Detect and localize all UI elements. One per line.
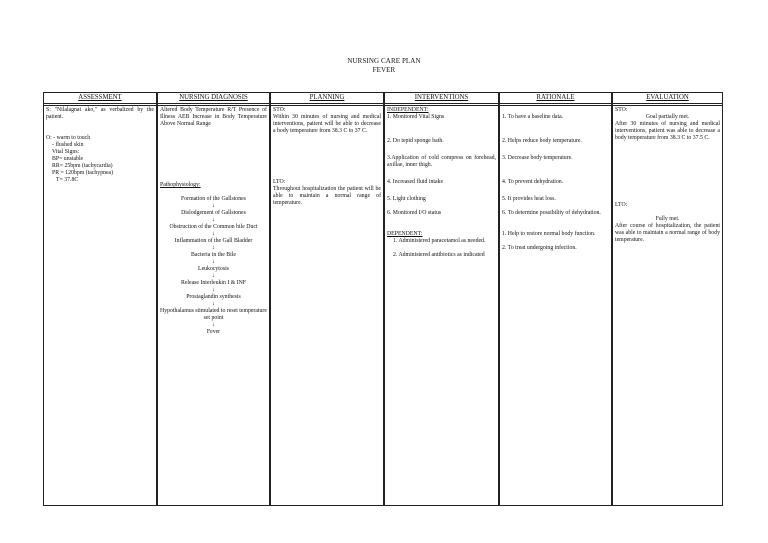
interventions-header: INTERVENTIONS [385, 93, 498, 104]
arrow-down-icon: ↓ [212, 301, 215, 307]
evaluation-header: EVALUATION [613, 93, 722, 104]
evaluation-lto-status: Fully met. [655, 216, 680, 222]
rationale-item: 2. To treat undergoing infection. [502, 245, 577, 251]
pathophysiology-step: Formation of the Gallstones [181, 196, 246, 202]
pathophysiology-step: Prostaglandin synthesis [186, 294, 241, 300]
assessment-header: ASSESSMENT [44, 93, 156, 104]
rationale-column [499, 92, 612, 506]
evaluation-lto-label: LTO: [615, 202, 628, 208]
bp-value: BP= unstable [52, 156, 84, 162]
intervention-item: 3.Application of cold compress on forehead, axillae, inner thigh. [387, 155, 496, 168]
rationale-item: 1. Help to restore normal body function. [502, 231, 596, 237]
planning-header: PLANNING [271, 93, 383, 104]
arrow-down-icon: ↓ [212, 217, 215, 223]
pathophysiology-label: Pathophysiology: [160, 182, 201, 188]
planning-lto-label: LTO: [273, 179, 286, 185]
intervention-item: 2. Administered antibiotics as indicated [393, 252, 485, 258]
intervention-item: 1. Administered paracetamol as needed. [393, 238, 486, 244]
vital-signs-label: Vital Signs: [52, 149, 80, 155]
pathophysiology-step: Hypothalamus stimulated to reset temperature set point [160, 308, 267, 321]
rationale-item: 1. To have a baseline data. [502, 114, 564, 120]
rationale-item: 3. Decrease body temperature. [502, 155, 573, 161]
temp-value: T= 37.8C [56, 177, 79, 183]
rr-value: RR= 25bpm (tachycardia) [52, 163, 113, 169]
assessment-column [43, 92, 157, 506]
pathophysiology-step: Inflammation of the Gall Bladder [174, 238, 253, 244]
evaluation-cell [615, 107, 720, 244]
interventions-cell [387, 107, 496, 259]
diagnosis-text: Altered Body Temperature R/T Presence of Illness AEB Increase in Body Temperature Above Normal Range [160, 107, 267, 127]
planning-lto-text: Throughout hospitalization the patient will be able to maintain a normal range of temperature. [273, 186, 381, 206]
diagnosis-header: NURSING DIAGNOSIS [158, 93, 269, 104]
planning-sto-label: STO: [273, 107, 286, 113]
pathophysiology-step: Release Interleukin I & INF [180, 280, 247, 286]
arrow-down-icon: ↓ [212, 287, 215, 293]
pr-value: PR = 120bpm (tachypnea) [52, 170, 114, 176]
rationale-item: 6. To determine possibility of dehydration. [502, 210, 601, 216]
diagnosis-column [157, 92, 270, 506]
pathophysiology-step: Fever [206, 329, 221, 335]
rationale-item: 4. To prevent dehydration. [502, 179, 564, 185]
intervention-item: 4. Increased fluid intake [387, 179, 444, 185]
flushed-skin: - flushed skin [52, 142, 84, 148]
interventions-column [384, 92, 499, 506]
page-subtitle: FEVER [372, 66, 396, 74]
rationale-header: RATIONALE [500, 93, 611, 104]
evaluation-sto-label: STO: [615, 107, 628, 113]
evaluation-lto-text: After course of hospitalization, the patient was able to maintain a normal range of body temperature. [615, 223, 720, 243]
evaluation-sto-text: After 30 minutes of nursing and medical interventions, patient was able to decrease a body temperature from 38.3 C to 37.5 C. [615, 121, 720, 141]
independent-label: INDEPENDENT: [387, 107, 429, 113]
pathophysiology-step: Leukocytosis [198, 266, 229, 272]
evaluation-column [612, 92, 723, 506]
intervention-item: 1. Monitored Vital Signs [387, 114, 445, 120]
pathophysiology-step: Bacteria in the Bile [191, 252, 236, 258]
pathophysiology-flow [160, 196, 267, 336]
planning-sto-text: Within 30 minutes of nursing and medical interventions, patient will be able to decrease a body temperature from 38.3 C to 37 C. [273, 114, 381, 134]
arrow-down-icon: ↓ [212, 245, 215, 251]
rationale-item: 2. Helps reduce body temperature. [502, 138, 582, 144]
dependent-label: DEPENDENT: [387, 231, 423, 237]
intervention-item: 2. Do tepid sponge bath. [387, 138, 444, 144]
planning-cell [273, 107, 381, 207]
subjective-data: S: "Nilalagnat ako," as verbalized by the patient. [46, 107, 154, 120]
intervention-item: 5. Light clothing [387, 196, 426, 202]
arrow-down-icon: ↓ [212, 322, 215, 328]
care-plan-table [43, 92, 723, 506]
page-title: NURSING CARE PLAN [347, 57, 421, 65]
planning-column [270, 92, 384, 506]
evaluation-sto-status: Goal partially met. [645, 114, 690, 120]
objective-data: O: - warm to touch [46, 135, 91, 141]
pathophysiology-step: Dislodgement of Gallstones [181, 210, 246, 216]
arrow-down-icon: ↓ [212, 231, 215, 237]
arrow-down-icon: ↓ [212, 203, 215, 209]
arrow-down-icon: ↓ [212, 273, 215, 279]
assessment-cell [46, 107, 154, 184]
rationale-cell [502, 107, 609, 252]
arrow-down-icon: ↓ [212, 259, 215, 265]
diagnosis-cell [160, 107, 267, 336]
pathophysiology-step: Obstruction of the Common bile Duct [169, 224, 258, 230]
rationale-item: 5. It provides heat loss. [502, 196, 556, 202]
intervention-item: 6. Monitored I/O status [387, 210, 442, 216]
